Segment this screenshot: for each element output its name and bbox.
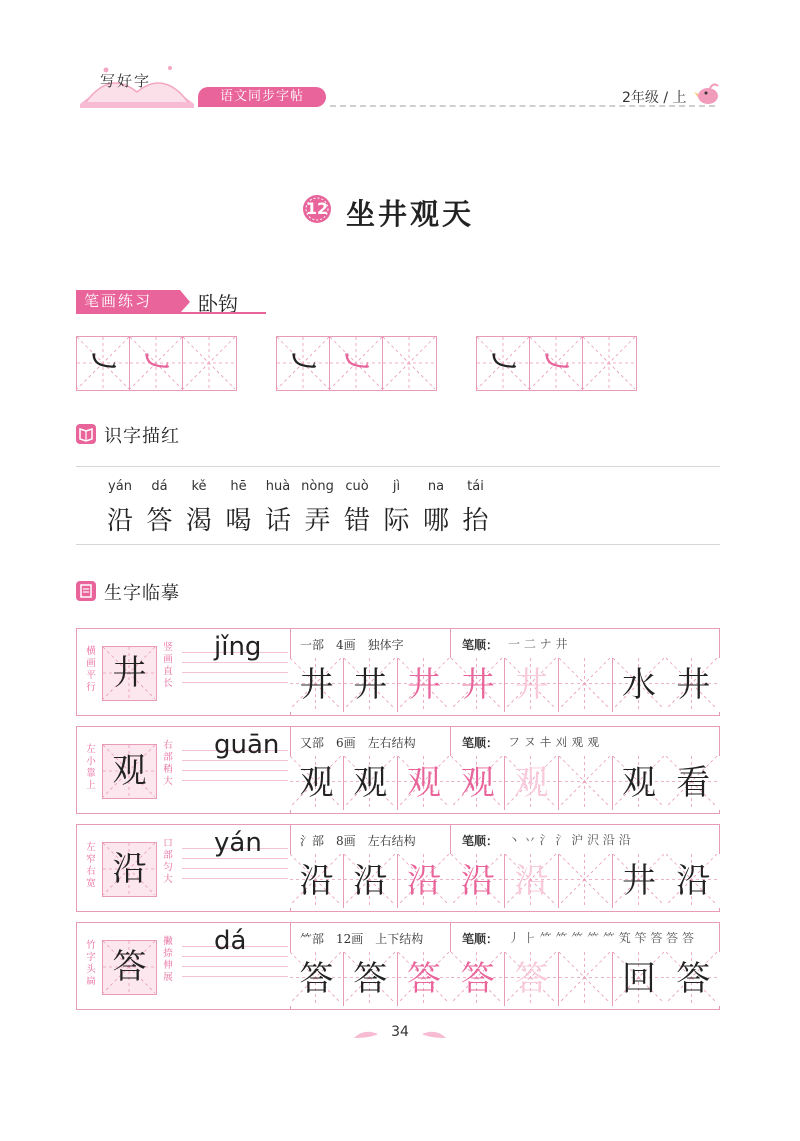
practice-char: 回 xyxy=(622,959,656,999)
practice-cell xyxy=(505,854,559,908)
practice-cell xyxy=(344,952,398,1006)
practice-char: 答 xyxy=(353,959,388,999)
order-label: 笔顺： xyxy=(462,638,499,652)
pinyin-rule xyxy=(182,682,288,683)
order-label: 笔顺： xyxy=(462,736,499,750)
practice-char: 答 xyxy=(460,959,495,999)
stroke-order: 丿 ⺊ ⺮ ⺮ ⺮ ⺮ ⺮ 笂 笇 答 答 答 xyxy=(508,931,694,945)
pinyin-rule xyxy=(182,780,288,781)
practice-cell xyxy=(398,756,452,810)
book-icon xyxy=(76,424,96,444)
grid-guides xyxy=(559,854,610,905)
stroke-sample: ㇃ xyxy=(286,343,321,383)
order-label: 笔顺： xyxy=(462,932,499,946)
char-pinyin: dá xyxy=(214,926,247,956)
practice-cell xyxy=(505,952,559,1006)
practice-cell xyxy=(613,756,667,810)
practice-cell xyxy=(451,756,505,810)
practice-cell xyxy=(290,952,344,1006)
lesson-number: 12 xyxy=(305,199,329,218)
stroke-grid-cell xyxy=(329,336,384,391)
main-char-box xyxy=(102,646,157,701)
stroke-section-label: 笔画练习 xyxy=(76,290,180,313)
char-info: 一部 4画 独体字 xyxy=(300,638,404,652)
practice-cell xyxy=(290,756,344,810)
practice-cell xyxy=(559,658,613,712)
recognize-char: 答 xyxy=(146,506,173,536)
info-divider xyxy=(450,726,451,756)
tip-left: 竹字头扁 xyxy=(86,940,96,987)
tip-left: 左小靠上 xyxy=(86,744,96,791)
recognize-pinyin: jì xyxy=(392,479,401,494)
stroke-name: 卧钩 xyxy=(198,292,238,316)
char-info: 氵部 8画 左右结构 xyxy=(300,834,416,848)
main-char-box xyxy=(102,940,157,995)
practice-cell xyxy=(505,756,559,810)
recognize-char: 渴 xyxy=(185,506,212,536)
grid-guides xyxy=(559,952,610,1003)
stroke-sample: ㇃ xyxy=(139,343,174,383)
tip-right: 右部稍大 xyxy=(163,740,173,787)
practice-cell xyxy=(451,854,505,908)
stroke-grid-cell xyxy=(382,336,437,391)
list-icon xyxy=(76,581,96,601)
bird-icon xyxy=(694,78,724,108)
practice-char: 井 xyxy=(353,665,388,705)
practice-cell xyxy=(398,658,452,712)
practice-char: 答 xyxy=(676,959,711,999)
recognize-pinyin: nòng xyxy=(301,479,334,494)
practice-cell xyxy=(344,658,398,712)
practice-char: 井 xyxy=(514,665,549,705)
recognize-pinyin: cuò xyxy=(345,479,369,494)
practice-cell xyxy=(666,658,720,712)
practice-char: 水 xyxy=(622,665,656,705)
page-number: 34 xyxy=(391,1024,409,1040)
grid-guides xyxy=(183,337,235,389)
recognize-char: 抬 xyxy=(462,506,489,536)
practice-cell xyxy=(344,854,398,908)
grid-guides xyxy=(559,756,610,807)
practice-cell xyxy=(613,658,667,712)
pinyin-rule xyxy=(182,966,288,967)
practice-cell xyxy=(398,952,452,1006)
practice-cell xyxy=(451,952,505,1006)
recognize-pinyin: na xyxy=(427,479,445,494)
logo-text: 写好字 xyxy=(100,72,152,90)
grid-guides xyxy=(559,658,610,709)
pinyin-rule xyxy=(182,858,288,859)
stroke-underline xyxy=(76,312,266,314)
tip-right: 口部匀大 xyxy=(163,838,173,885)
stroke-order: 一 二 ナ 井 xyxy=(508,637,568,651)
char-info: ⺮部 12画 上下结构 xyxy=(300,932,424,946)
recognize-pinyin: dá xyxy=(151,479,168,494)
info-divider xyxy=(450,628,451,658)
practice-char: 沿 xyxy=(299,861,334,901)
recognize-top-rule xyxy=(76,466,720,467)
stroke-grid-cell xyxy=(529,336,584,391)
recognize-section-label: 识字描红 xyxy=(104,426,180,447)
grid-guides xyxy=(383,337,435,389)
practice-char: 沿 xyxy=(460,861,495,901)
practice-char: 沿 xyxy=(514,861,549,901)
recognize-pinyin: yán xyxy=(108,479,132,494)
stroke-order: 丶 丷 氵 氵 沪 沢 沿 沿 xyxy=(508,833,631,847)
practice-cell xyxy=(559,952,613,1006)
info-divider xyxy=(450,922,451,952)
practice-cell xyxy=(290,854,344,908)
char-pinyin: yán xyxy=(214,828,262,858)
stroke-sample: ㇃ xyxy=(86,343,121,383)
stroke-sample: ㇃ xyxy=(486,343,521,383)
practice-cell xyxy=(344,756,398,810)
pinyin-rule xyxy=(182,662,288,663)
practice-char: 答 xyxy=(407,959,441,999)
tip-right: 撇捺伸展 xyxy=(163,936,173,983)
recognize-char: 错 xyxy=(343,506,370,536)
stroke-grid-cell xyxy=(129,336,184,391)
char-pinyin: jǐng xyxy=(214,632,262,662)
practice-char: 沿 xyxy=(676,861,711,901)
stroke-grid-cell xyxy=(476,336,531,391)
practice-char: 观 xyxy=(407,763,441,803)
practice-char: 观 xyxy=(299,763,334,803)
practice-char: 观 xyxy=(353,763,388,803)
pinyin-rule xyxy=(182,868,288,869)
write-section-label: 生字临摹 xyxy=(104,583,180,604)
recognize-char: 哪 xyxy=(422,506,449,536)
stroke-grid-cell xyxy=(276,336,331,391)
practice-cell xyxy=(666,854,720,908)
practice-cell xyxy=(666,952,720,1006)
practice-char: 井 xyxy=(407,665,441,705)
practice-cell xyxy=(613,952,667,1006)
tip-right: 竖画直长 xyxy=(163,642,173,689)
stroke-sample: ㇃ xyxy=(339,343,374,383)
order-label: 笔顺： xyxy=(462,834,499,848)
char-info: 又部 6画 左右结构 xyxy=(300,736,416,750)
practice-cell xyxy=(505,658,559,712)
practice-cell xyxy=(613,854,667,908)
grade-label: 2年级 / 上 xyxy=(622,90,687,106)
tip-left: 横画平行 xyxy=(86,646,96,693)
recognize-pinyin: tái xyxy=(467,479,484,494)
practice-char: 观 xyxy=(514,763,549,803)
stroke-sample: ㇃ xyxy=(539,343,574,383)
pinyin-rule xyxy=(182,956,288,957)
main-char: 井 xyxy=(112,653,147,693)
practice-char: 井 xyxy=(676,665,711,705)
recognize-char: 沿 xyxy=(106,506,133,536)
stroke-section-tail xyxy=(180,290,190,313)
stroke-grid-cell xyxy=(76,336,131,391)
practice-cell xyxy=(559,854,613,908)
lesson-title: 坐井观天 xyxy=(346,197,475,231)
practice-char: 观 xyxy=(460,763,495,803)
main-char-box xyxy=(102,842,157,897)
practice-char: 井 xyxy=(460,665,495,705)
pinyin-rule xyxy=(182,878,288,879)
main-char: 答 xyxy=(112,947,147,987)
pinyin-rule xyxy=(182,672,288,673)
practice-cell xyxy=(290,658,344,712)
recognize-char: 话 xyxy=(264,506,291,536)
stroke-order: フ ヌ 𰀁 刈 观 观 xyxy=(508,735,600,749)
practice-char: 沿 xyxy=(353,861,388,901)
series-tag: 语文同步字帖 xyxy=(198,87,326,107)
char-pinyin: guān xyxy=(214,730,280,760)
main-char: 沿 xyxy=(112,849,147,889)
practice-char: 答 xyxy=(299,959,334,999)
practice-char: 沿 xyxy=(407,861,441,901)
main-char-box xyxy=(102,744,157,799)
practice-char: 答 xyxy=(514,959,549,999)
tip-left: 左窄右宽 xyxy=(86,842,96,889)
practice-char: 井 xyxy=(622,861,656,901)
stroke-grid-cell xyxy=(582,336,637,391)
pinyin-rule xyxy=(182,770,288,771)
info-divider xyxy=(450,824,451,854)
practice-cell xyxy=(559,756,613,810)
recognize-bottom-rule xyxy=(76,544,720,545)
recognize-char: 弄 xyxy=(304,506,331,536)
pinyin-rule xyxy=(182,976,288,977)
practice-char: 井 xyxy=(299,665,334,705)
practice-char: 观 xyxy=(622,763,656,803)
pinyin-rule xyxy=(182,760,288,761)
recognize-char: 际 xyxy=(383,506,410,536)
main-char: 观 xyxy=(112,751,147,791)
recognize-char: 喝 xyxy=(225,506,252,536)
grid-guides xyxy=(583,337,635,389)
recognize-pinyin: hē xyxy=(230,479,247,494)
practice-cell xyxy=(451,658,505,712)
recognize-pinyin: huà xyxy=(265,479,291,494)
practice-char: 看 xyxy=(676,763,711,803)
practice-cell xyxy=(398,854,452,908)
practice-cell xyxy=(666,756,720,810)
stroke-grid-cell xyxy=(182,336,237,391)
recognize-pinyin: kě xyxy=(191,479,207,494)
